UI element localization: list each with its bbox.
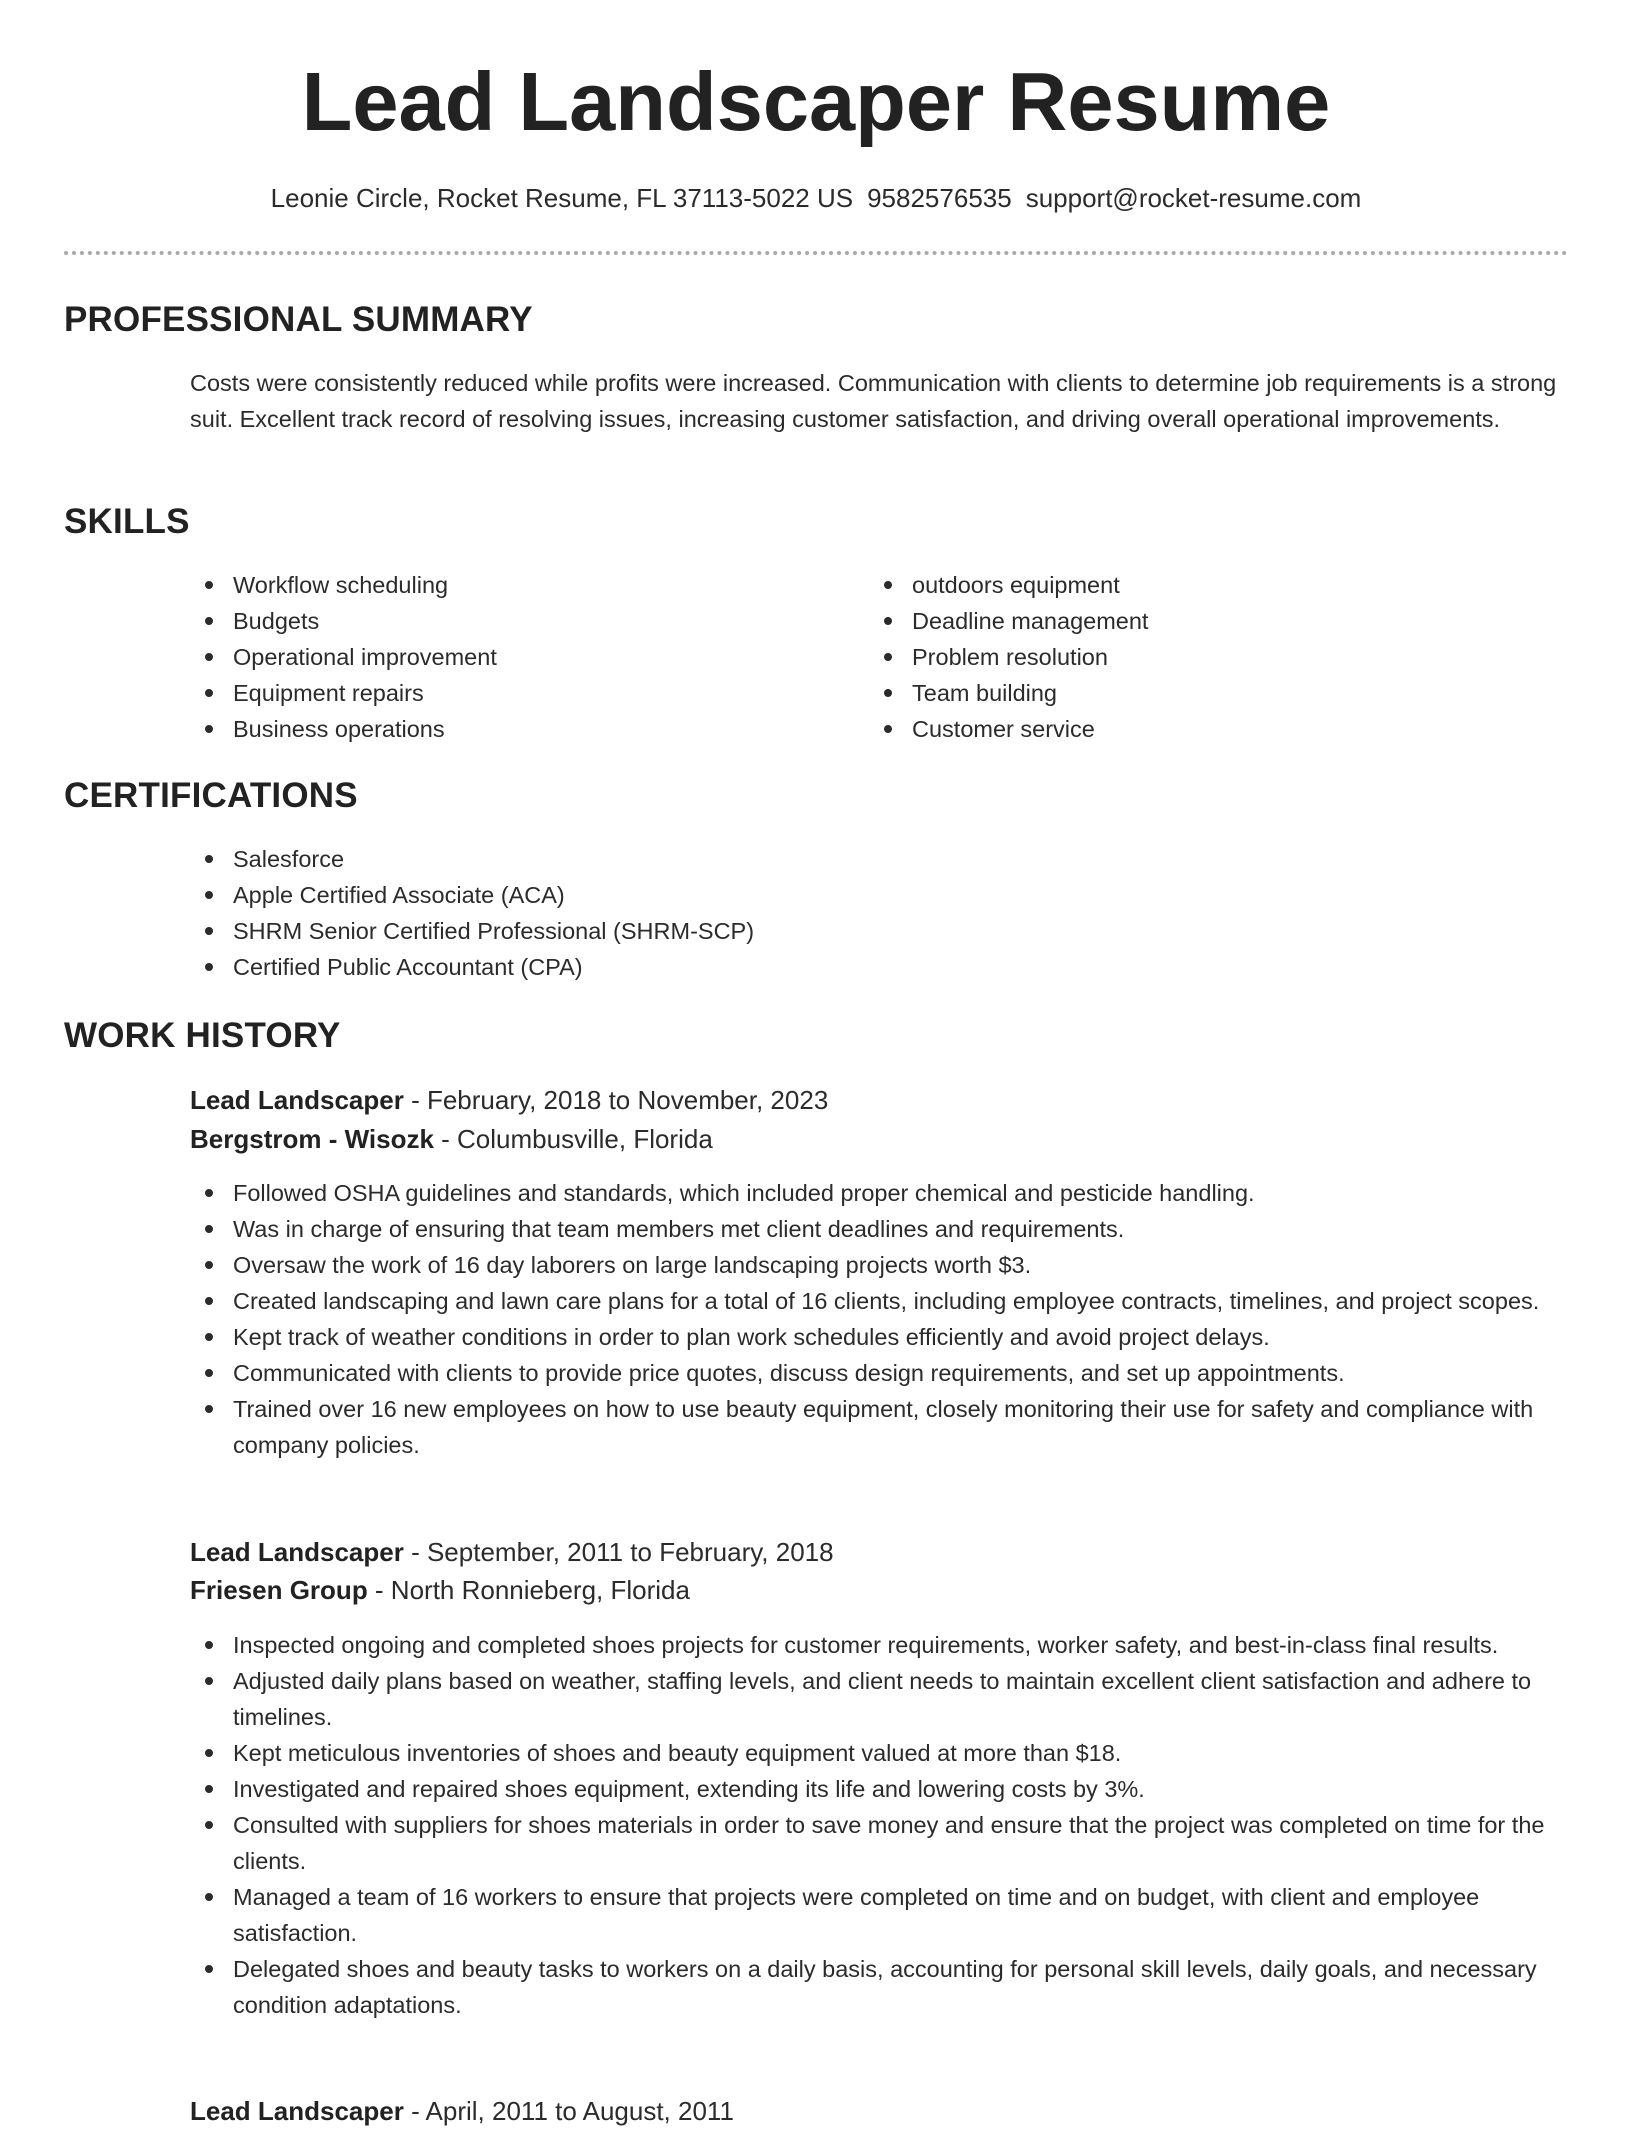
- resume-title: Lead Landscaper Resume: [301, 55, 1331, 148]
- job-duty: Investigated and repaired shoes equipment, extending its life and lowering costs by 3%.: [190, 1771, 1568, 1807]
- job-company: Bergstrom - Wisozk: [190, 1124, 434, 1154]
- job-duty: Adjusted daily plans based on weather, staffing levels, and client needs to maintain excellent client satisfaction and adhere to timelines.: [190, 1663, 1568, 1735]
- job-duty: Kept meticulous inventories of shoes and beauty equipment valued at more than $18.: [190, 1735, 1568, 1771]
- certification-item: SHRM Senior Certified Professional (SHRM-SCP): [190, 913, 1530, 949]
- skill-item: Budgets: [190, 603, 810, 639]
- skill-item: Problem resolution: [869, 639, 1529, 675]
- job-duty: Followed OSHA guidelines and standards, which included proper chemical and pesticide handling.: [190, 1175, 1568, 1211]
- job-duty: Created landscaping and lawn care plans for a total of 16 clients, including employee contracts, timelines, and project scopes.: [190, 1283, 1568, 1319]
- job-duties-list: [190, 1175, 1568, 1463]
- contact-info: [0, 180, 1632, 216]
- summary-heading: PROFESSIONAL SUMMARY: [64, 300, 533, 339]
- job-duty: Trained over 16 new employees on how to use beauty equipment, closely monitoring their use for safety and compliance with company policies.: [190, 1391, 1568, 1463]
- summary-text: Costs were consistently reduced while profits were increased. Communication with clients to determine job requirements is a strong suit. Excellent track record of resolving issues, increasing customer satisfaction, and driving overall operational improvements.: [190, 370, 1557, 432]
- job-company: Friesen Group: [190, 1575, 368, 1605]
- skill-item: outdoors equipment: [869, 567, 1529, 603]
- contact-address: Leonie Circle, Rocket Resume, FL 37113-5022 US: [270, 183, 854, 213]
- job-duty: Oversaw the work of 16 day laborers on large landscaping projects worth $3.: [190, 1247, 1568, 1283]
- skill-item: Operational improvement: [190, 639, 810, 675]
- contact-email[interactable]: support@rocket-resume.com: [1025, 183, 1362, 213]
- job-location: - Columbusville, Florida: [433, 1124, 713, 1154]
- job-title: Lead Landscaper: [190, 2096, 404, 2126]
- job-duty: Consulted with suppliers for shoes materials in order to save money and ensure that the project was completed on time for the clients.: [190, 1807, 1568, 1879]
- job-title-line: [190, 2092, 734, 2130]
- job-duties-list: [190, 1627, 1568, 2023]
- job-company-line: [190, 1571, 690, 1609]
- job-company-line: [190, 1120, 713, 1158]
- contact-phone: 9582576535: [867, 183, 1012, 213]
- skill-item: Team building: [869, 675, 1529, 711]
- certifications-list: [190, 841, 1530, 985]
- skill-item: Equipment repairs: [190, 675, 810, 711]
- job-duty: Delegated shoes and beauty tasks to workers on a daily basis, accounting for personal skill levels, daily goals, and necessary condition adaptations.: [190, 1951, 1568, 2023]
- job-duty: Managed a team of 16 workers to ensure that projects were completed on time and on budget, with client and employee satisfaction.: [190, 1879, 1568, 1951]
- skills-list-left: [190, 567, 810, 747]
- job-dates: - April, 2011 to August, 2011: [403, 2096, 734, 2126]
- job-location: - North Ronnieberg, Florida: [367, 1575, 690, 1605]
- work-history-heading: WORK HISTORY: [64, 1016, 341, 1055]
- certification-item: Certified Public Accountant (CPA): [190, 949, 1530, 985]
- job-duty: Inspected ongoing and completed shoes projects for customer requirements, worker safety, and best-in-class final results.: [190, 1627, 1568, 1663]
- skill-item: Workflow scheduling: [190, 567, 810, 603]
- job-title-line: [190, 1533, 834, 1571]
- certifications-heading: CERTIFICATIONS: [64, 776, 358, 815]
- job-duty: Was in charge of ensuring that team members met client deadlines and requirements.: [190, 1211, 1568, 1247]
- job-title: Lead Landscaper: [190, 1537, 404, 1567]
- job-title: Lead Landscaper: [190, 1085, 404, 1115]
- job-title-line: [190, 1081, 828, 1119]
- job-duty: Communicated with clients to provide price quotes, discuss design requirements, and set up appointments.: [190, 1355, 1568, 1391]
- skills-list-right: [869, 567, 1529, 747]
- skill-item: Customer service: [869, 711, 1529, 747]
- job-dates: - September, 2011 to February, 2018: [403, 1537, 834, 1567]
- certification-item: Salesforce: [190, 841, 1530, 877]
- skill-item: Deadline management: [869, 603, 1529, 639]
- job-duty: Kept track of weather conditions in order to plan work schedules efficiently and avoid project delays.: [190, 1319, 1568, 1355]
- job-dates: - February, 2018 to November, 2023: [403, 1085, 829, 1115]
- skills-heading: SKILLS: [64, 502, 190, 541]
- skill-item: Business operations: [190, 711, 810, 747]
- certification-item: Apple Certified Associate (ACA): [190, 877, 1530, 913]
- header-divider: [64, 251, 1568, 255]
